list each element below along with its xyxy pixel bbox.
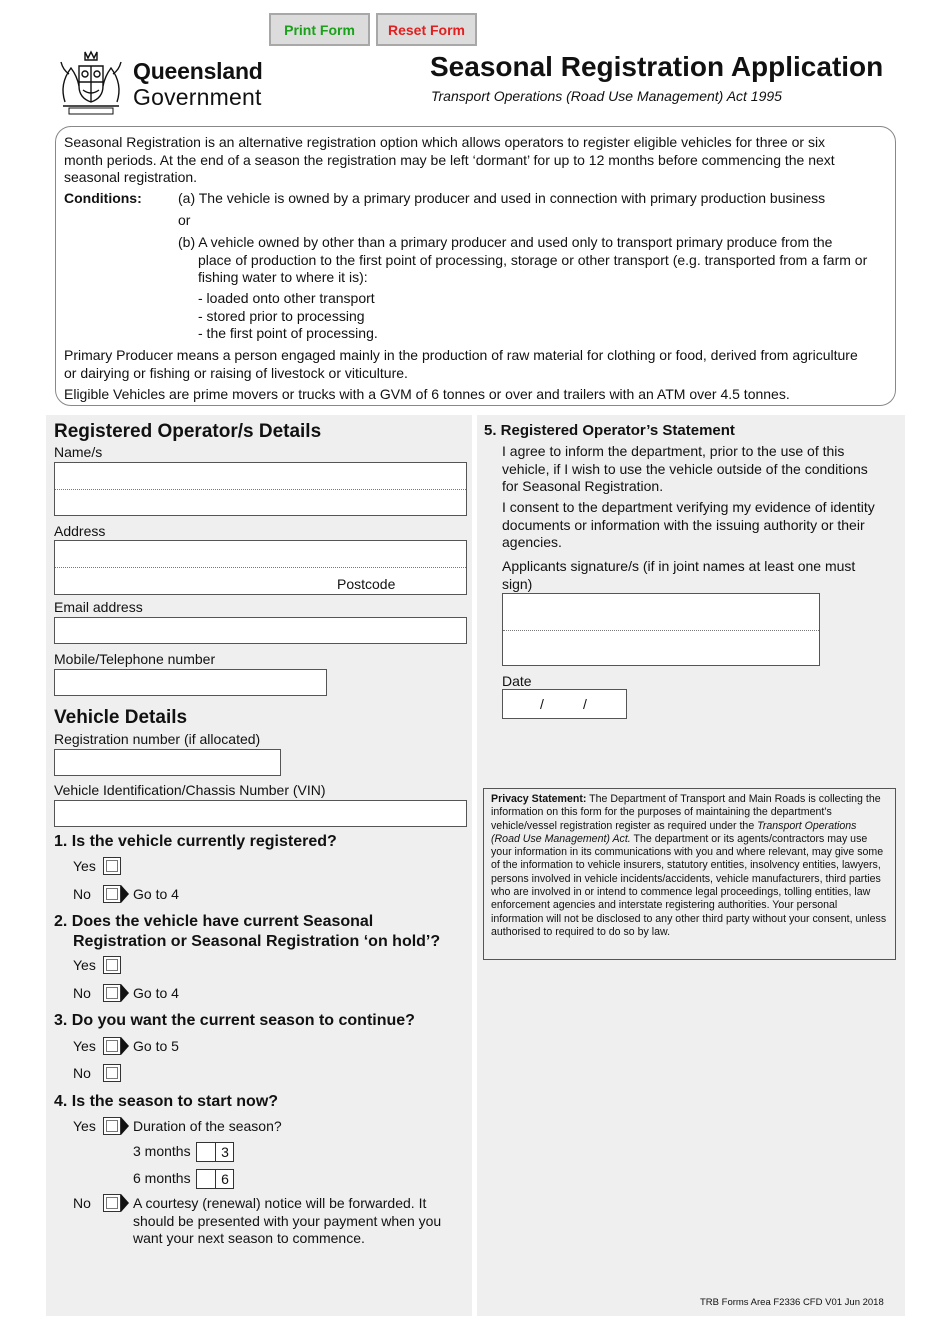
q1-no-label: No <box>73 886 91 902</box>
question-1: 1. Is the vehicle currently registered? <box>54 833 337 850</box>
q3-no-checkbox[interactable] <box>103 1064 121 1082</box>
page-subtitle: Transport Operations (Road Use Management) Act 1995 <box>431 88 782 104</box>
q4-no-checkbox[interactable] <box>103 1194 121 1212</box>
date-separator: / <box>583 696 587 712</box>
question-2-line-1: 2. Does the vehicle have current Seasonal <box>54 913 374 930</box>
question-4: 4. Is the season to start now? <box>54 1093 279 1110</box>
condition-a: (a) The vehicle is owned by a primary producer and used in connection with primary production business <box>178 190 826 206</box>
bullet-item: - the first point of processing. <box>198 325 378 341</box>
phone-input[interactable] <box>54 669 327 696</box>
queensland-government-logo <box>55 44 270 116</box>
email-label: Email address <box>54 599 143 615</box>
bullet-item: - loaded onto other transport <box>198 290 375 306</box>
arrow-right-icon <box>121 984 129 1002</box>
q2-no-label: No <box>73 985 91 1001</box>
six-months-label: 6 months <box>133 1170 191 1186</box>
statement-p2-line-3: agencies. <box>502 534 562 550</box>
vin-label: Vehicle Identification/Chassis Number (VIN) <box>54 782 326 798</box>
address-label: Address <box>54 523 106 539</box>
six-months-option[interactable] <box>196 1169 234 1189</box>
condition-b-line-1: (b) A vehicle owned by other than a primary producer and used only to transport primary produce from the <box>178 234 833 250</box>
rego-label: Registration number (if allocated) <box>54 731 261 747</box>
address-input[interactable] <box>54 540 467 595</box>
names-input[interactable] <box>54 462 467 516</box>
q4-yes-label: Yes <box>73 1118 96 1134</box>
coat-of-arms-icon <box>55 44 127 116</box>
primary-producer-line-2: or dairying or fishing or raising of livestock or viticulture. <box>64 364 408 381</box>
q4-yes-checkbox[interactable] <box>103 1117 121 1135</box>
operator-details-heading: Registered Operator/s Details <box>54 421 322 442</box>
signature-label-line-1: Applicants signature/s (if in joint names at least one must <box>502 558 856 574</box>
form-footer-code: TRB Forms Area F2336 CFD V01 Jun 2018 <box>700 1297 884 1308</box>
condition-b-line-2: place of production to the first point of processing, storage or other transport (e.g. transported from a farm or <box>198 251 868 268</box>
q3-go-to-5: Go to 5 <box>133 1038 179 1054</box>
q1-yes-checkbox[interactable] <box>103 857 121 875</box>
statement-p2-line-1: I consent to the department verifying my evidence of identity <box>502 499 875 515</box>
privacy-statement <box>483 788 896 960</box>
six-months-value: 6 <box>215 1169 234 1189</box>
q3-no-label: No <box>73 1065 91 1081</box>
statement-heading: 5. Registered Operator’s Statement <box>484 422 735 439</box>
print-form-button[interactable]: Print Form <box>269 13 370 46</box>
statement-p1-line-2: vehicle, if I wish to use the vehicle outside of the conditions <box>502 460 868 477</box>
eligible-vehicles: Eligible Vehicles are prime movers or trucks with a GVM of 6 tonnes or over and trailers with an ATM over 4.5 tonnes. <box>64 386 790 402</box>
vin-input[interactable] <box>54 800 467 827</box>
q2-no-checkbox[interactable] <box>103 984 121 1002</box>
courtesy-line-3: want your next season to commence. <box>133 1230 365 1246</box>
email-input[interactable] <box>54 617 467 644</box>
q2-yes-checkbox[interactable] <box>103 956 121 974</box>
arrow-right-icon <box>121 1117 129 1135</box>
intro-line-2: month periods. At the end of a season the registration may be left ‘dormant’ for up to 12 months before commencing the next <box>64 151 835 168</box>
privacy-text-1: The Department of Transport and Main Roads is collecting the information on this form for the purposes of maintaining the department’s vehicle/vessel registration register as required under the <box>491 793 881 832</box>
registration-number-input[interactable] <box>54 749 281 776</box>
q2-go-to-4: Go to 4 <box>133 985 179 1001</box>
condition-b-line-3: fishing water to where it is): <box>198 269 368 285</box>
signature-input[interactable] <box>502 593 820 666</box>
names-label: Name/s <box>54 444 103 460</box>
logo-queensland-text: Queensland <box>133 58 263 84</box>
courtesy-line-1: A courtesy (renewal) notice will be forwarded. It <box>133 1195 427 1211</box>
arrow-right-icon <box>121 1037 129 1055</box>
conditions-or: or <box>178 212 191 228</box>
three-months-option[interactable] <box>196 1142 234 1162</box>
three-months-label: 3 months <box>133 1143 191 1159</box>
primary-producer-line-1: Primary Producer means a person engaged mainly in the production of raw material for clothing or food, derived from agriculture <box>64 347 858 363</box>
statement-p1-line-1: I agree to inform the department, prior to the use of this <box>502 443 845 459</box>
arrow-right-icon <box>121 1194 129 1212</box>
page-title: Seasonal Registration Application <box>430 51 884 82</box>
conditions-label: Conditions: <box>64 190 142 206</box>
privacy-text-2: The department or its agents/contractors may use your information in its communications with you and where relevant, may give some of the information to vehicle insurers, statutory entities, insolvency entities, lawyers, persons involved in vehicle incidents/accidents, vehicle manufacturers, third parties who are involved in or intend to commence legal proceedings, tolling entities, law enforcement agencies and interstate registering authorities. Your personal information will not be disclosed to any other third party without your consent, unless authorised to required to do so by law. <box>491 832 887 938</box>
reset-form-button[interactable]: Reset Form <box>376 13 477 46</box>
statement-p1-line-3: for Seasonal Registration. <box>502 478 664 494</box>
q2-yes-label: Yes <box>73 957 96 973</box>
postcode-label: Postcode <box>337 576 396 592</box>
q4-no-label: No <box>73 1195 91 1211</box>
courtesy-line-2: should be presented with your payment when you <box>133 1212 442 1229</box>
statement-p2-line-2: documents or information with the issuing authority or their <box>502 516 865 533</box>
date-separator: / <box>540 696 544 712</box>
three-months-value: 3 <box>215 1142 234 1162</box>
signature-label-line-2: sign) <box>502 575 533 592</box>
intro-line-3: seasonal registration. <box>64 169 198 185</box>
privacy-label: Privacy Statement: <box>491 793 587 805</box>
logo-government-text: Government <box>133 84 262 110</box>
question-3: 3. Do you want the current season to continue? <box>54 1012 415 1029</box>
intro-info-box <box>55 126 896 406</box>
duration-question: Duration of the season? <box>133 1118 282 1134</box>
bullet-item: - stored prior to processing <box>198 307 365 324</box>
privacy-act-name: Transport Operations (Road Use Management) Act. <box>491 819 857 845</box>
phone-label: Mobile/Telephone number <box>54 651 216 667</box>
intro-line-1: Seasonal Registration is an alternative registration option which allows operators to register eligible vehicles for three or six <box>64 134 826 150</box>
q1-go-to-4: Go to 4 <box>133 886 179 902</box>
q3-yes-checkbox[interactable] <box>103 1037 121 1055</box>
q1-yes-label: Yes <box>73 858 96 874</box>
arrow-right-icon <box>121 885 129 903</box>
vehicle-details-heading: Vehicle Details <box>54 707 188 728</box>
date-input[interactable] <box>502 689 627 719</box>
q3-yes-label: Yes <box>73 1038 96 1054</box>
question-2-line-2: Registration or Seasonal Registration ‘on hold’? <box>73 932 441 950</box>
date-label: Date <box>502 673 532 689</box>
q1-no-checkbox[interactable] <box>103 885 121 903</box>
